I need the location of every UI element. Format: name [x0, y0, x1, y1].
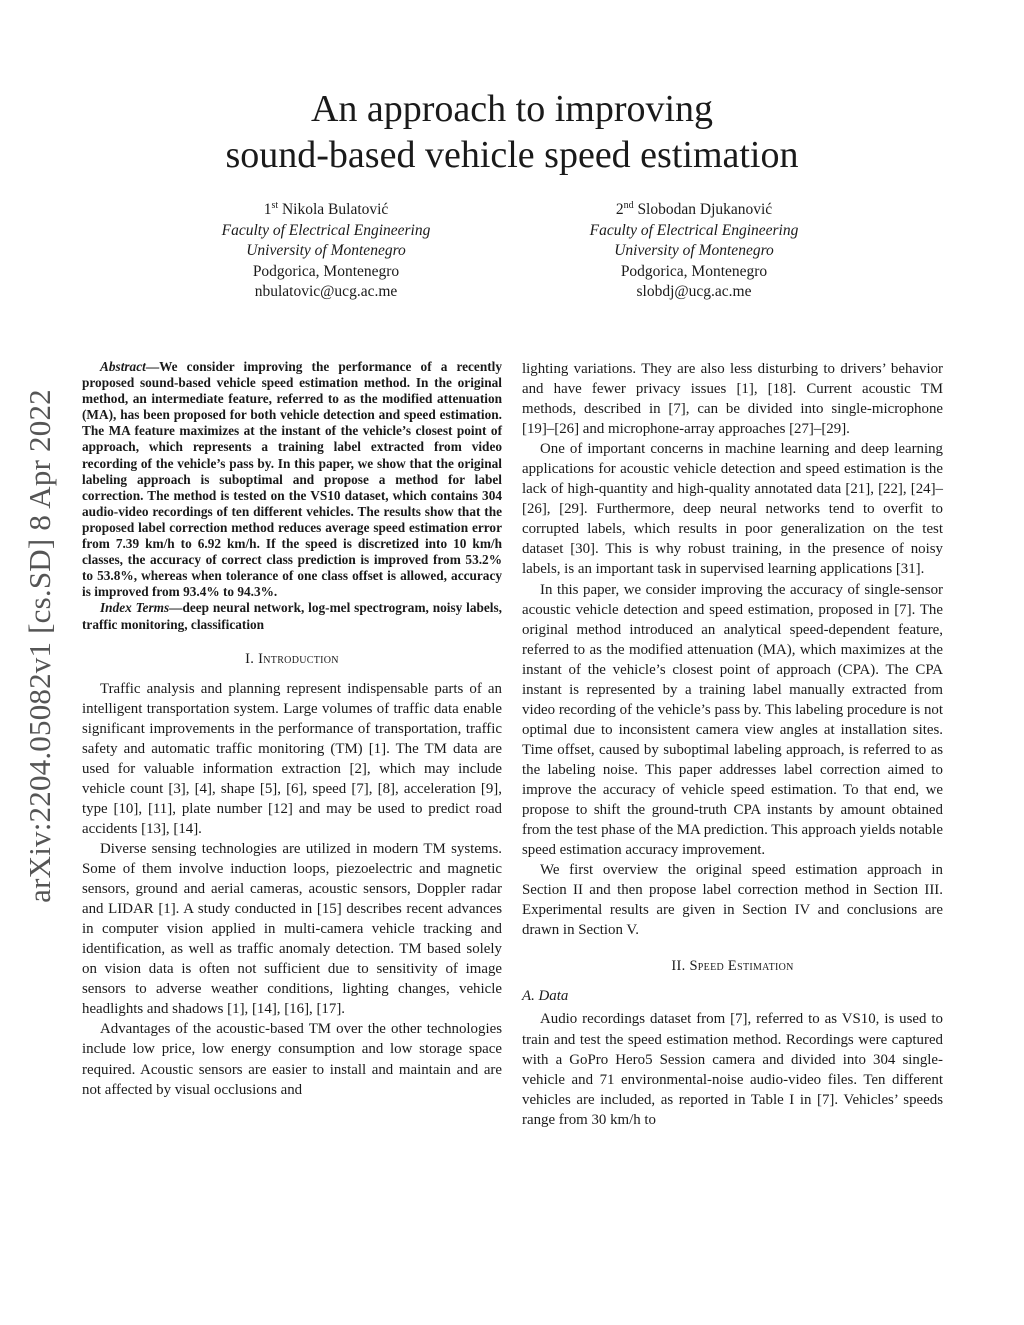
paper-title: [0, 86, 1024, 178]
author-name: Slobodan Djukanović: [637, 201, 773, 218]
index-terms-text: —deep neural network, log-mel spectrogram, noisy labels, traffic monitoring, classification: [82, 600, 502, 632]
author-name-line: [176, 200, 476, 221]
author-ordinal: 2: [615, 201, 624, 218]
author-block-1: [176, 200, 476, 303]
arxiv-identifier: arXiv:2204.05082v1 [cs.SD] 8 Apr 2022: [22, 389, 57, 903]
body-paragraph: One of important concerns in machine learning and deep learning applications for acoustic vehicle detection and speed estimation is the lack of high-quantity and high-quality annotated data [21], [22], [24]–[26], [29]. Furthermore, deep neural networks tend to overfit to corrupted labels, which results in poor generalization on the test dataset [30]. This is why robust training, in the presence of noisy labels, is an important task in supervised learning applications [31].: [522, 441, 943, 578]
body-paragraph: lighting variations. They are also less disturbing to drivers’ behavior and have fewer privacy issues [1], [18]. Current acoustic TM methods, described in [7], can be divided into single-microphone [19]–[26] and microphone-array approaches [27]–[29].: [522, 361, 943, 438]
body-paragraph: Advantages of the acoustic-based TM over the other technologies include low price, low energy consumption and low storage space required. Acoustic sensors are easier to install and maintain and are not affected by visual occlusions and: [82, 1021, 502, 1098]
author-ordinal-suffix: nd: [623, 200, 634, 211]
section-numeral: I.: [245, 650, 259, 667]
author-name: Nikola Bulatović: [281, 201, 389, 218]
subsection-heading-data: A. Data: [522, 988, 569, 1005]
author-name-line: [544, 200, 844, 221]
right-column: [522, 359, 943, 1130]
abstract: [82, 359, 502, 600]
body-paragraph: Traffic analysis and planning represent indispensable parts of an intelligent transportation system. Large volumes of traffic data enable significant improvements in the performance of transportation, traffic safety and automatic traffic monitoring (TM) [1]. The TM data are used for valuable information extraction [2], which may include vehicle count [3], [4], shape [5], [6], speed [7], [8], acceleration [9], type [10], [11], plate number [12] and may be used to predict road accidents [13], [14].: [82, 680, 502, 837]
index-terms: [82, 600, 502, 632]
author-ordinal-suffix: st: [271, 200, 279, 211]
title-line-1: An approach to improving: [310, 88, 714, 130]
body-paragraph: Diverse sensing technologies are utilized in modern TM systems. Some of them involve induction loops, piezoelectric and magnetic sensors, ground and aerial cameras, acoustic sensors, Doppler radar and LIDAR [1]. A study conducted in [15] describes recent advances in computer vision applied in multi-camera vehicle tracking and identification, as well as traffic anomaly detection. TM based solely on vision data is often not sufficient due to sensitivity of image sensors to adverse weather conditions, lighting changes, vehicle headlights and shadows [1], [14], [16], [17].: [82, 841, 502, 1018]
author-block-2: [544, 200, 844, 303]
title-line-2: sound-based vehicle speed estimation: [225, 134, 799, 176]
body-paragraph: We first overview the original speed estimation approach in Section II and then propose label correction method in Section III. Experimental results are given in Section IV and conclusions are drawn in Section V.: [522, 862, 943, 939]
author-city: Podgorica, Montenegro: [252, 262, 400, 280]
author-ordinal: 1: [263, 201, 272, 218]
body-paragraph: In this paper, we consider improving the accuracy of single-sensor acoustic vehicle detection and speed estimation, proposed in [7]. The original method introduced an analytical speed-dependent feature, referred to as the modified attenuation (MA), which maximizes at the instant of the vehicle’s closest point of approach (CPA). The CPA instant is represented by a training label manually extracted from video recording of the vehicle’s pass by. This labeling procedure is not optimal due to inconsistent camera view angles at installation sites. Time offset, caused by suboptimal labeling approach, is referred to as the labeling noise. This paper addresses label correction aimed to improve the accuracy of vehicle speed estimation. To that end, we propose to shift the ground-truth CPA instants by amount obtained from the test phase of the MA prediction. This approach yields notable speed estimation accuracy improvement.: [522, 581, 943, 859]
author-email: slobdj@ucg.ac.me: [636, 283, 752, 301]
author-email: nbulatovic@ucg.ac.me: [254, 283, 398, 301]
left-column: [82, 359, 502, 1100]
section-heading-speed-estimation: [522, 956, 943, 976]
author-city: Podgorica, Montenegro: [620, 262, 768, 280]
abstract-lead: Abstract: [100, 359, 146, 374]
author-faculty: Faculty of Electrical Engineering: [589, 221, 799, 239]
section-title: Speed Estimation: [689, 958, 794, 975]
section-heading-introduction: [82, 649, 502, 669]
body-paragraph: Audio recordings dataset from [7], referred to as VS10, is used to train and test the speed estimation method. Recordings were captured with a GoPro Hero5 Session camera and divided into 304 single-vehicle and 71 environmental-noise audio-video files. Ten different vehicles are included, as reported in Table I in [7]. Vehicles’ speeds range from 30 km/h to: [522, 1011, 943, 1128]
author-university: University of Montenegro: [614, 242, 774, 260]
section-title: Introduction: [258, 650, 339, 667]
index-terms-lead: Index Terms: [100, 600, 170, 616]
author-university: University of Montenegro: [246, 242, 406, 260]
section-numeral: II.: [671, 958, 690, 975]
abstract-text: —We consider improving the performance of a recently proposed sound-based vehicle speed estimation method. In the original method, an intermediate feature, referred to as the modified attenuation (MA), has been proposed for both vehicle detection and speed estimation. The MA feature maximizes at the instant of the vehicle’s closest point of approach, which represents a training label extracted from video recording of the vehicle’s pass by. In this paper, we show that the original labeling approach is suboptimal and propose a method for label correction. The method is tested on the VS10 dataset, which contains 304 audio-video recordings of ten different vehicles. The results show that the proposed label correction method reduces average speed estimation error from 7.39 km/h to 6.92 km/h. If the speed is discretized into 10 km/h classes, the accuracy of correct class prediction is improved from 53.2% to 53.8%, whereas when tolerance of one class offset is allowed, accuracy is improved from 93.4% to 94.3%.: [82, 359, 502, 600]
author-faculty: Faculty of Electrical Engineering: [221, 221, 431, 239]
